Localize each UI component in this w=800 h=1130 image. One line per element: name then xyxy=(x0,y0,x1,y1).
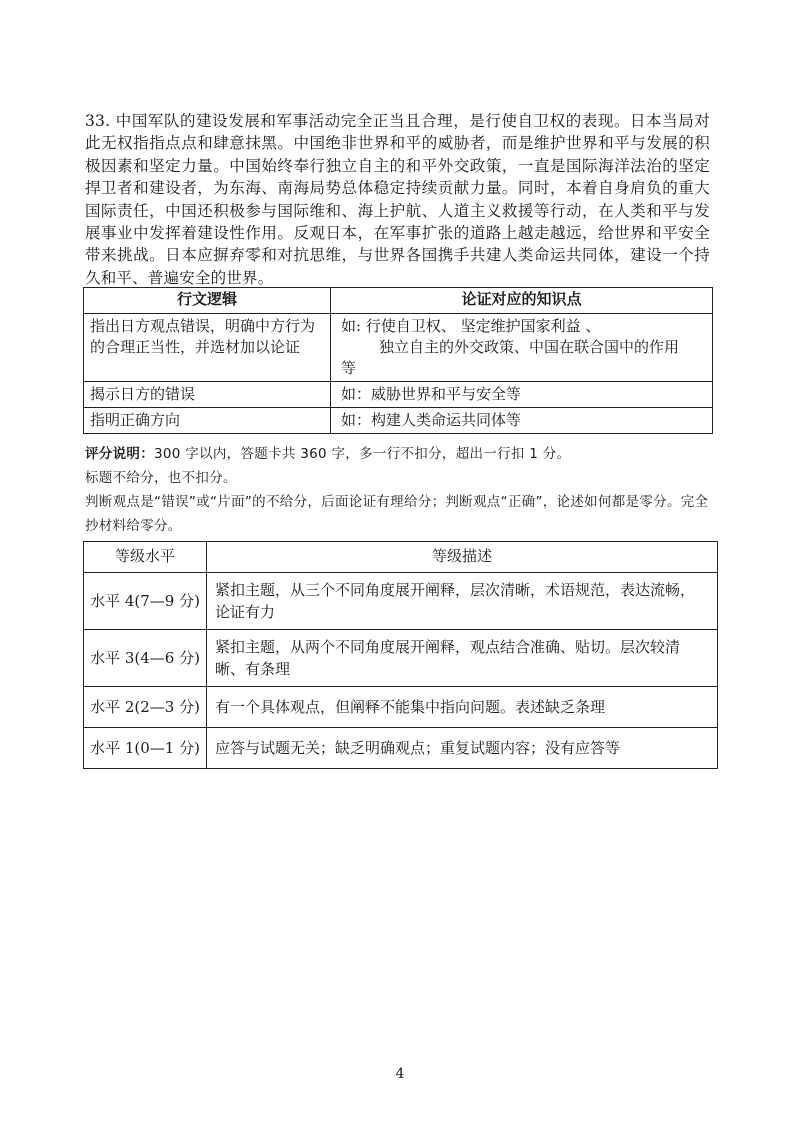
grading-level-table xyxy=(83,541,718,769)
table-row xyxy=(84,314,713,382)
knowledge-cell xyxy=(331,314,713,382)
level-cell: 水平 2(2—3 分) xyxy=(84,687,207,728)
knowledge-line: 等 xyxy=(341,359,357,377)
knowledge-line: 如: 行使自卫权、 坚定维护国家利益 、 xyxy=(341,317,601,335)
scoring-notes xyxy=(85,442,715,538)
description-cell: 有一个具体观点，但阐释不能集中指向问题。表述缺乏条理 xyxy=(207,687,718,728)
description-cell: 紧扣主题，从两个不同角度展开阐释，观点结合准确、贴切。层次较清晰、有条理 xyxy=(207,630,718,687)
scoring-note-line: 判断观点是“错误”或“片面”的不给分，后面论证有理给分；判断观点“正确”，论述如何都是零分。完全抄材料给零分。 xyxy=(85,494,709,534)
knowledge-line: 独立自主的外交政策、中国在联合国中的作用 xyxy=(379,338,680,356)
table-row xyxy=(84,573,718,630)
header-description: 等级描述 xyxy=(207,542,718,573)
table-header-row xyxy=(84,542,718,573)
table-row xyxy=(84,408,713,434)
logic-cell: 揭示日方的错误 xyxy=(84,382,331,408)
table-header-row xyxy=(84,288,713,314)
page-number: 4 xyxy=(395,1066,405,1082)
table-row xyxy=(84,630,718,687)
description-cell: 紧扣主题，从三个不同角度展开阐释，层次清晰，术语规范，表达流畅，论证有力 xyxy=(207,573,718,630)
level-cell: 水平 4(7—9 分) xyxy=(84,573,207,630)
header-level: 等级水平 xyxy=(84,542,207,573)
question-33-text: 33. 中国军队的建设发展和军事活动完全正当且合理，是行使自卫权的表现。日本当局对此无权指指点点和肆意抹黑。中国绝非世界和平的威胁者，而是维护世界和平与发展的积极因素和坚定力量。中国始终奉行独立自主的和平外交政策，一直是国际海洋法治的坚定捍卫者和建设者，为东海、南海局势总体稳定持续贡献力量。同时，本着自身肩负的重大国际责任，中国还积极参与国际维和、海上护航、人道主义救援等行动，在人类和平与发展事业中发挥着建设性作用。反观日本，在军事扩张的道路上越走越远，给世界和平安全带来挑战。日本应摒弃零和对抗思维，与世界各国携手共建人类命运共同体，建设一个持久和平、普遍安全的世界。 xyxy=(85,112,710,287)
table-row xyxy=(84,687,718,728)
scoring-note-line: 标题不给分，也不扣分。 xyxy=(85,470,237,486)
knowledge-cell: 如：威胁世界和平与安全等 xyxy=(331,382,713,408)
knowledge-cell: 如：构建人类命运共同体等 xyxy=(331,408,713,434)
scoring-note-line xyxy=(85,442,715,466)
level-cell: 水平 3(4—6 分) xyxy=(84,630,207,687)
scoring-note-text: 300 字以内，答题卡共 360 字，多一行不扣分，超出一行扣 1 分。 xyxy=(154,446,571,462)
logic-cell: 指明正确方向 xyxy=(84,408,331,434)
table-row xyxy=(84,382,713,408)
scoring-notes-lead: 评分说明： xyxy=(85,446,154,462)
table-row xyxy=(84,728,718,769)
level-cell: 水平 1(0—1 分) xyxy=(84,728,207,769)
argument-logic-table xyxy=(83,287,713,434)
header-logic: 行文逻辑 xyxy=(84,288,331,314)
header-knowledge-points: 论证对应的知识点 xyxy=(331,288,713,314)
logic-cell: 指出日方观点错误，明确中方行为的合理正当性，并选材加以论证 xyxy=(84,314,331,382)
description-cell: 应答与试题无关；缺乏明确观点；重复试题内容；没有应答等 xyxy=(207,728,718,769)
